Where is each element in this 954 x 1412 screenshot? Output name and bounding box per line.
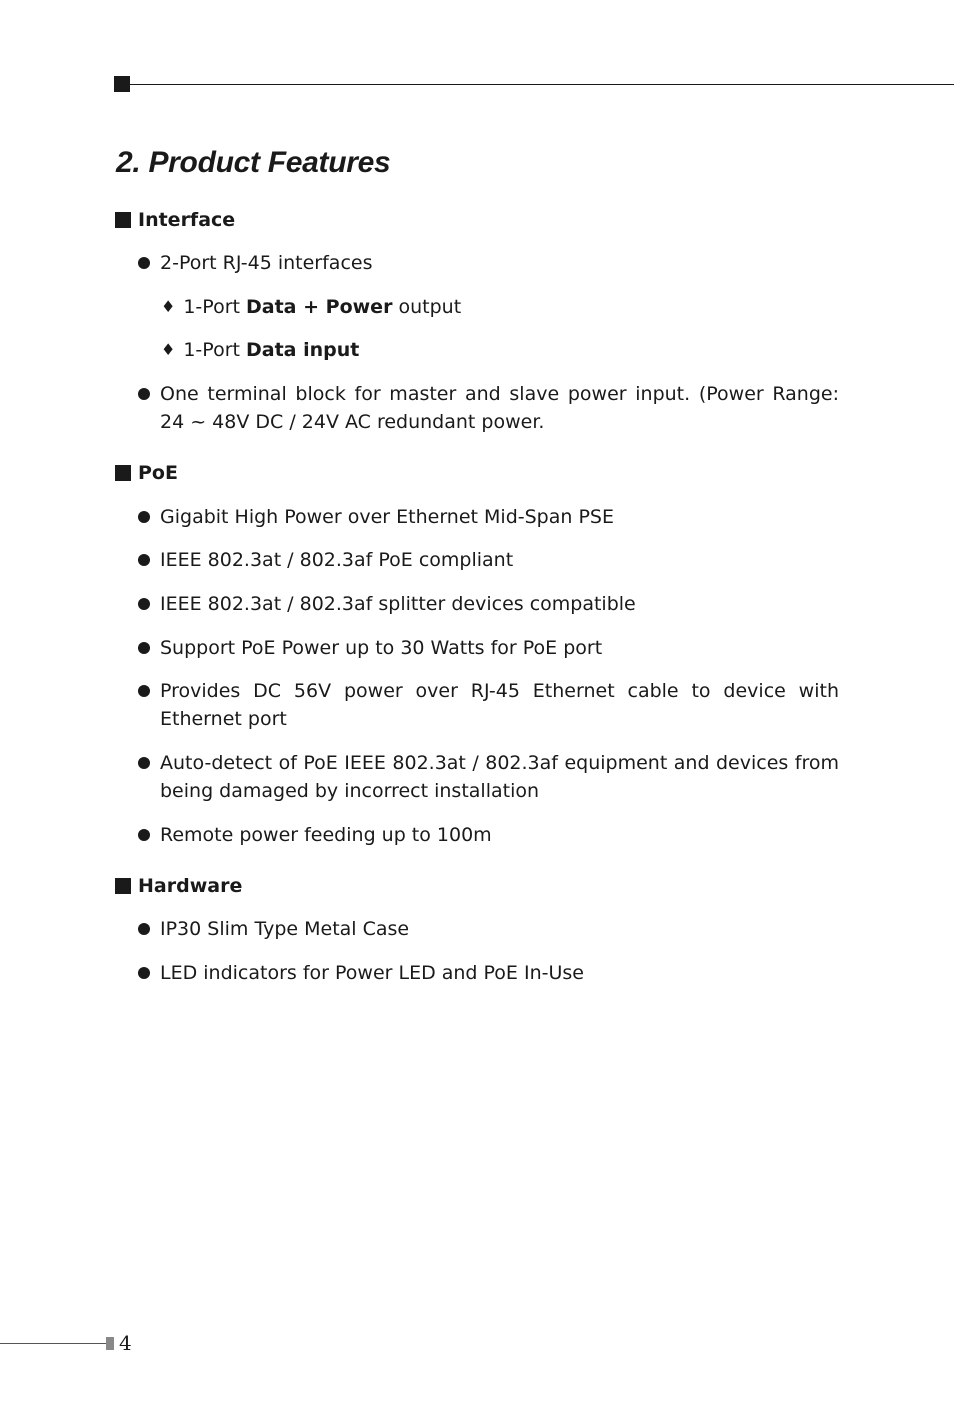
square-bullet-icon	[115, 212, 131, 228]
sub-list-item	[161, 295, 461, 319]
bullet-dot-icon	[138, 757, 150, 769]
list-item	[138, 915, 839, 943]
sub-item-suffix: output	[392, 296, 462, 318]
header-rule-square	[114, 76, 130, 92]
diamond-bullet-icon: ♦	[161, 297, 176, 316]
bullet-dot-icon	[138, 642, 150, 654]
list-item-text: IEEE 802.3at / 802.3af PoE compliant	[160, 549, 514, 571]
list-item	[138, 749, 839, 805]
sub-item-bold: Data input	[246, 339, 360, 361]
bullet-dot-icon	[138, 923, 150, 935]
footer-rule-square	[106, 1337, 114, 1350]
bullet-dot-icon	[138, 257, 150, 269]
sub-item-bold: Data + Power	[246, 296, 393, 318]
header-rule-line	[130, 84, 954, 85]
list-item	[138, 634, 839, 662]
list-item-text: Provides DC 56V power over RJ-45 Ethernet cable to device with Ethernet port	[160, 680, 839, 730]
sub-item-prefix: 1-Port	[183, 339, 246, 361]
bullet-dot-icon	[138, 685, 150, 697]
square-bullet-icon	[115, 465, 131, 481]
section-heading-poe	[115, 461, 178, 485]
diamond-bullet-icon: ♦	[161, 340, 176, 359]
bullet-dot-icon	[138, 511, 150, 523]
page-number: 4	[119, 1331, 132, 1355]
bullet-dot-icon	[138, 967, 150, 979]
list-item	[138, 959, 839, 987]
page-title: 2. Product Features	[116, 146, 391, 179]
list-item	[138, 503, 839, 531]
list-item-text: LED indicators for Power LED and PoE In-Use	[160, 962, 584, 984]
list-item-text: Gigabit High Power over Ethernet Mid-Span PSE	[160, 506, 614, 528]
list-item-text: Auto-detect of PoE IEEE 802.3at / 802.3af equipment and devices from being damaged by incorrect installation	[160, 752, 839, 802]
list-item	[138, 590, 839, 618]
list-item	[138, 821, 839, 849]
section-heading-label: Interface	[138, 209, 236, 231]
bullet-dot-icon	[138, 829, 150, 841]
sub-item-prefix: 1-Port	[183, 296, 246, 318]
list-item	[138, 249, 839, 277]
list-item-text: One terminal block for master and slave power input. (Power Range: 24 ~ 48V DC / 24V AC redundant power.	[160, 383, 839, 433]
list-item	[138, 677, 839, 733]
list-item-text: IP30 Slim Type Metal Case	[160, 918, 410, 940]
bullet-dot-icon	[138, 598, 150, 610]
list-item-text: 2-Port RJ-45 interfaces	[160, 252, 373, 274]
footer-rule-line	[0, 1343, 106, 1344]
bullet-dot-icon	[138, 554, 150, 566]
section-heading-label: PoE	[138, 462, 178, 484]
bullet-dot-icon	[138, 388, 150, 400]
square-bullet-icon	[115, 878, 131, 894]
section-heading-hardware	[115, 874, 242, 898]
list-item	[138, 380, 839, 436]
section-heading-interface	[115, 208, 235, 232]
list-item-text: IEEE 802.3at / 802.3af splitter devices compatible	[160, 593, 636, 615]
list-item-text: Remote power feeding up to 100m	[160, 824, 492, 846]
sub-list-item	[161, 338, 359, 362]
list-item-text: Support PoE Power up to 30 Watts for PoE port	[160, 637, 603, 659]
section-heading-label: Hardware	[138, 875, 243, 897]
list-item	[138, 546, 839, 574]
